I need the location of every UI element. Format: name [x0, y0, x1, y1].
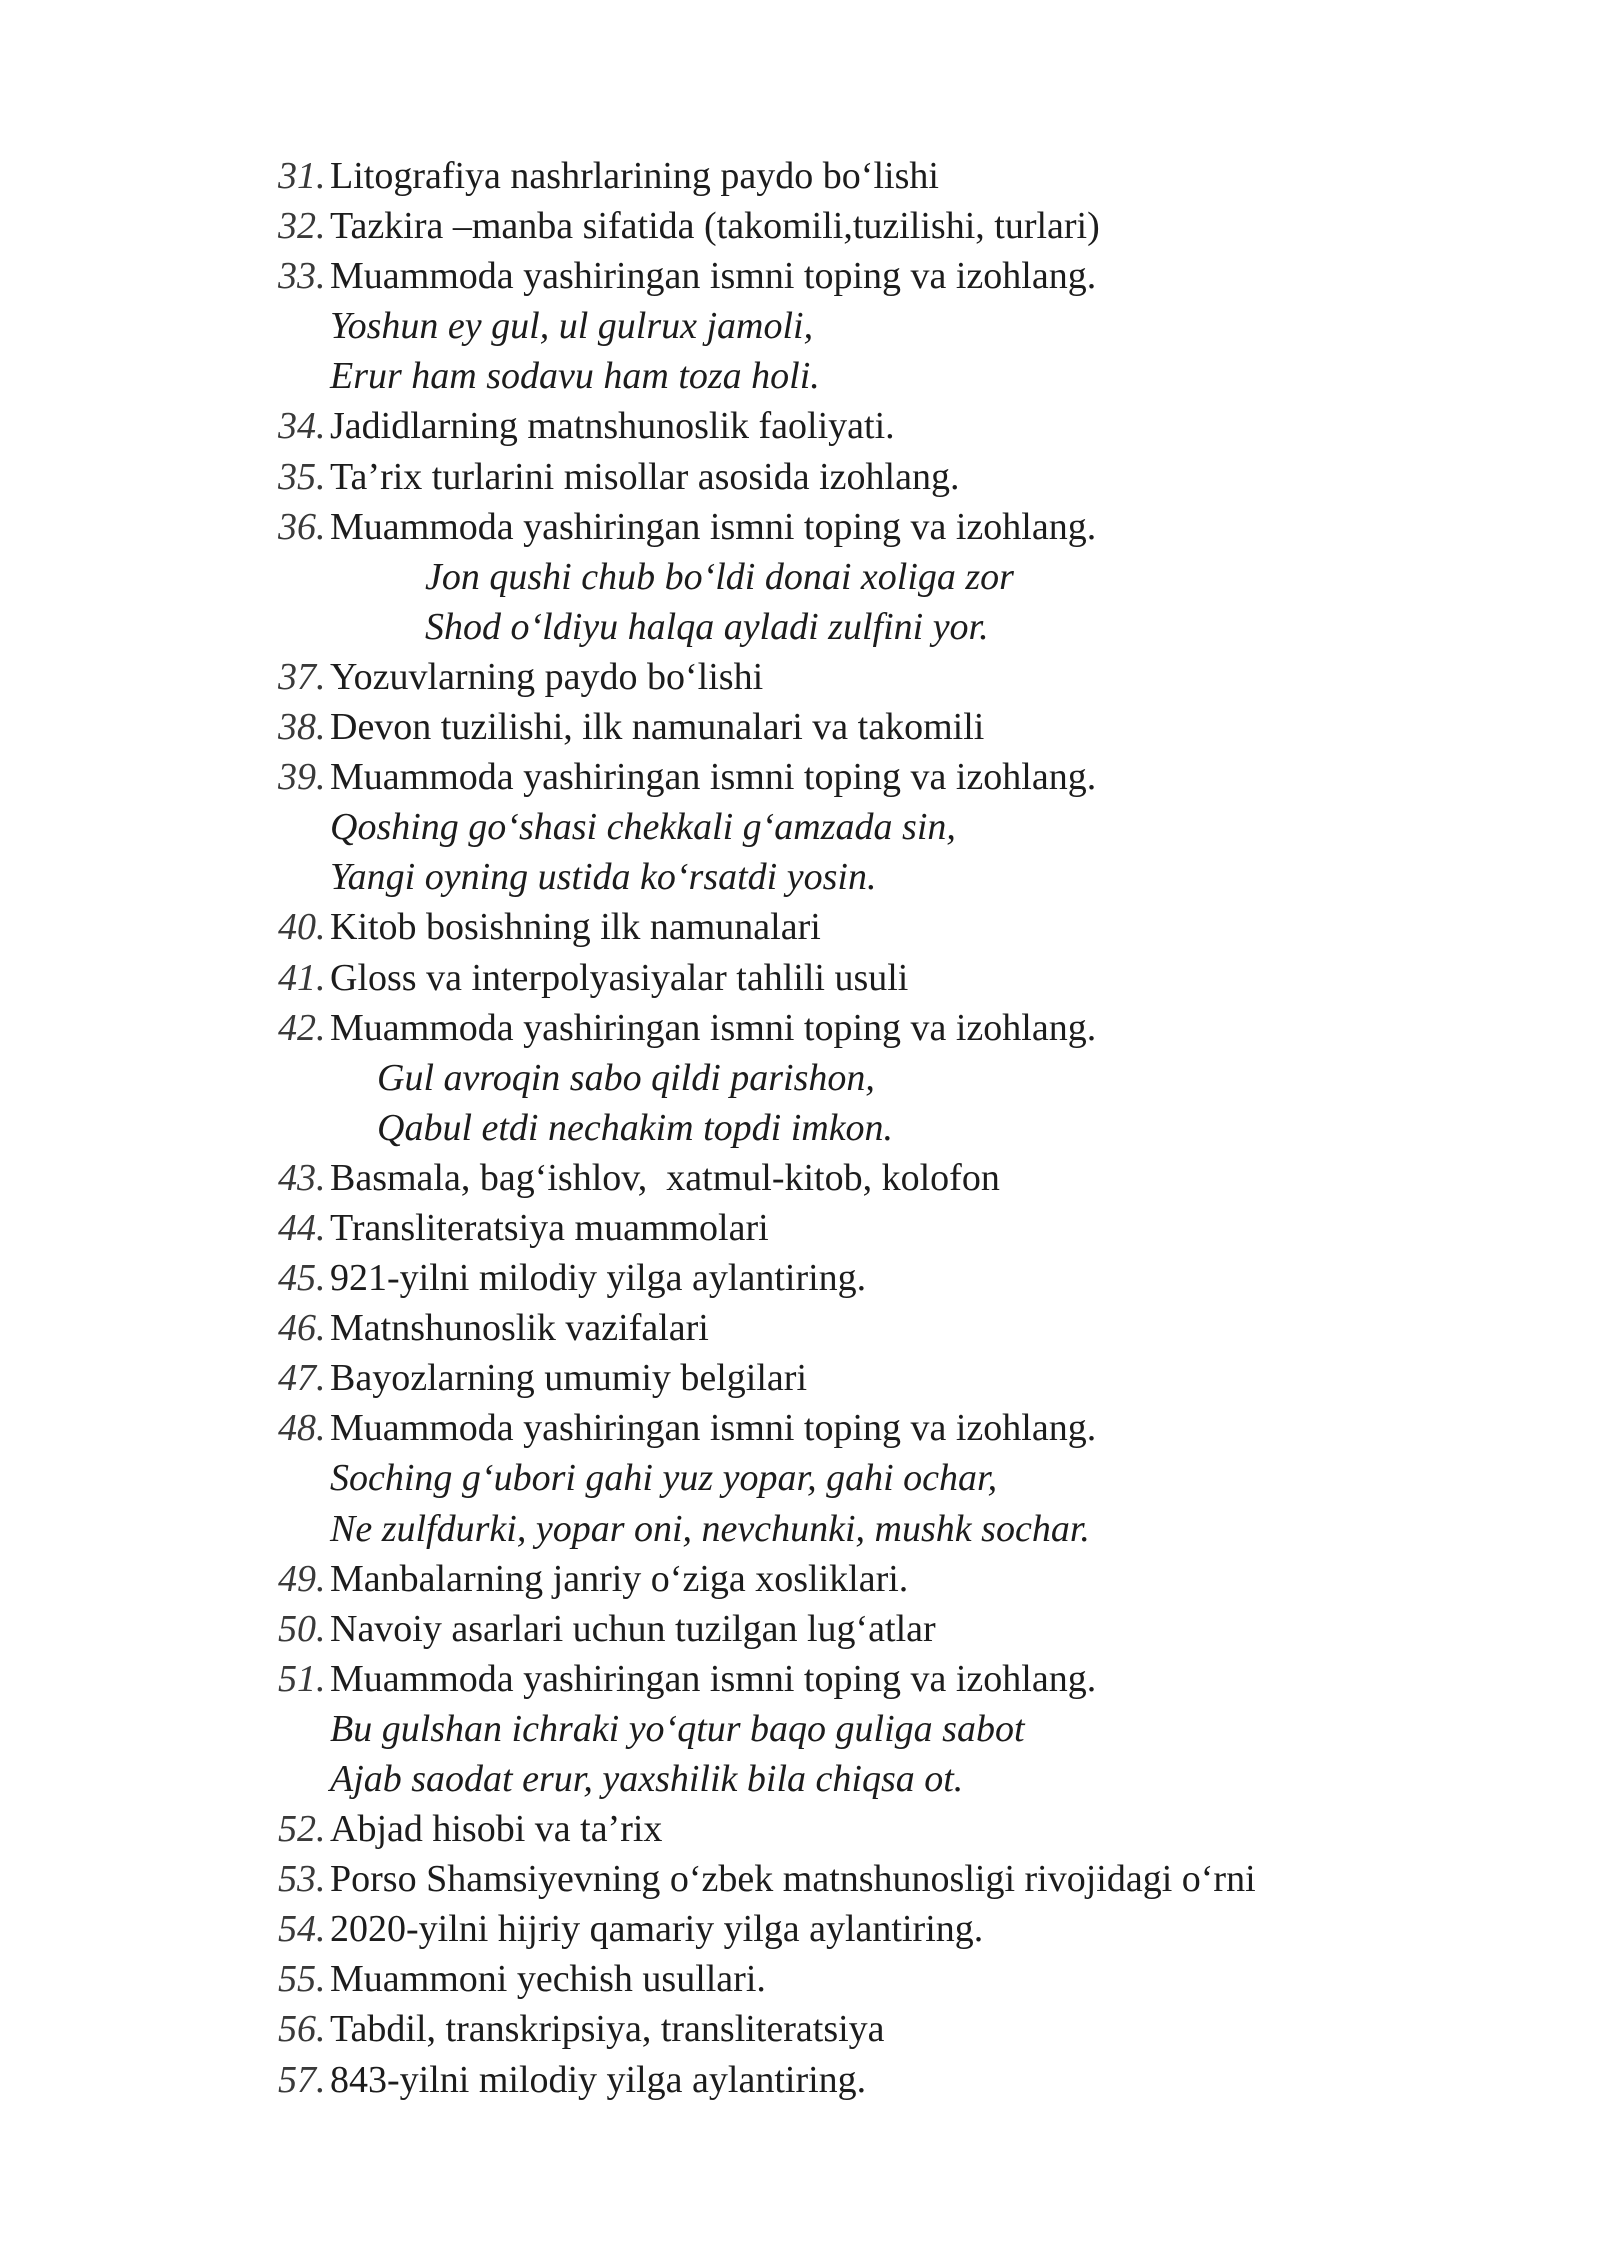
list-item: [278, 1904, 1478, 1954]
item-number: 51.: [278, 1657, 326, 1700]
list-item: [278, 652, 1478, 702]
verse-line: Shod o‘ldiyu halqa ayladi zulfini yor.: [425, 605, 989, 648]
list-item: [278, 1654, 1478, 1804]
item-text: Muammoda yashiringan ismni toping va izohlang.: [330, 1006, 1097, 1049]
item-number: 40.: [278, 906, 326, 949]
item-text: Porso Shamsiyevning o‘zbek matnshunosligi rivojidagi o‘rni: [330, 1858, 1256, 1901]
item-text: Muammoda yashiringan ismni toping va izohlang.: [330, 1657, 1097, 1700]
list-item: [278, 1954, 1478, 2004]
item-text: Yozuvlarning paydo bo‘lishi: [330, 655, 764, 698]
verse-line: Ne zulfdurki, yopar oni, nevchunki, mushk sochar.: [330, 1507, 1090, 1550]
item-text: Bayozlarning umumiy belgilari: [330, 1357, 808, 1400]
item-number: 48.: [278, 1407, 326, 1450]
item-number: 34.: [278, 405, 326, 448]
list-item: [278, 2004, 1478, 2054]
list-item: [278, 1153, 1478, 1203]
verse-line: Qabul etdi nechakim topdi imkon.: [377, 1106, 894, 1149]
list-item: [278, 1003, 1478, 1153]
list-item: [278, 251, 1478, 401]
item-number: 42.: [278, 1006, 326, 1049]
item-text: Muammoni yechish usullari.: [330, 1958, 766, 2001]
item-text: Navoiy asarlari uchun tuzilgan lug‘atlar: [330, 1607, 936, 1650]
list-item: [278, 1353, 1478, 1403]
item-number: 54.: [278, 1908, 326, 1951]
item-number: 55.: [278, 1958, 326, 2001]
list-item: [278, 1253, 1478, 1303]
list-item: [278, 1403, 1478, 1553]
item-text: Gloss va interpolyasiyalar tahlili usuli: [330, 956, 909, 999]
item-number: 41.: [278, 956, 326, 999]
item-text: Matnshunoslik vazifalari: [330, 1307, 709, 1350]
list-item: [278, 2055, 1478, 2105]
item-number: 44.: [278, 1206, 326, 1249]
item-number: 35.: [278, 455, 326, 498]
verse-line: Erur ham sodavu ham toza holi.: [330, 355, 820, 398]
item-text: Muammoda yashiringan ismni toping va izohlang.: [330, 756, 1097, 799]
verse-line: Yoshun ey gul, ul gulrux jamoli,: [330, 305, 814, 348]
item-text: 921-yilni milodiy yilga aylantiring.: [330, 1257, 867, 1300]
item-text: Tabdil, transkripsiya, transliteratsiya: [330, 2008, 885, 2051]
item-text: Manbalarning janriy o‘ziga xosliklari.: [330, 1557, 909, 1600]
list-item: [278, 953, 1478, 1003]
item-text: 843-yilni milodiy yilga aylantiring.: [330, 2058, 867, 2101]
list-item: [278, 452, 1478, 502]
item-text: Tazkira –manba sifatida (takomili,tuzilishi, turlari): [330, 205, 1100, 248]
list-item: [278, 201, 1478, 251]
list-item: [278, 1303, 1478, 1353]
item-text: Muammoda yashiringan ismni toping va izohlang.: [330, 255, 1097, 298]
item-number: 37.: [278, 655, 326, 698]
verse-line: Bu gulshan ichraki yo‘qtur baqo guliga sabot: [330, 1707, 1025, 1750]
item-number: 50.: [278, 1607, 326, 1650]
list-item: [278, 702, 1478, 752]
list-item: [278, 1203, 1478, 1253]
verse-line: Yangi oyning ustida ko‘rsatdi yosin.: [330, 856, 877, 899]
item-number: 52.: [278, 1808, 326, 1851]
item-text: 2020-yilni hijriy qamariy yilga aylantiring.: [330, 1908, 984, 1951]
list-item: [278, 401, 1478, 451]
item-text: Kitob bosishning ilk namunalari: [330, 906, 821, 949]
verse-line: Gul avroqin sabo qildi parishon,: [377, 1056, 875, 1099]
list-item: [278, 902, 1478, 952]
item-number: 47.: [278, 1357, 326, 1400]
item-number: 49.: [278, 1557, 326, 1600]
list-item: [278, 1804, 1478, 1854]
item-text: Muammoda yashiringan ismni toping va izohlang.: [330, 505, 1097, 548]
item-number: 33.: [278, 255, 326, 298]
list-item: [278, 1854, 1478, 1904]
item-number: 45.: [278, 1257, 326, 1300]
verse-line: Soching g‘ubori gahi yuz yopar, gahi ochar,: [330, 1457, 998, 1500]
item-text: Ta’rix turlarini misollar asosida izohlang.: [330, 455, 960, 498]
list-item: [278, 752, 1478, 902]
item-text: Transliteratsiya muammolari: [330, 1206, 769, 1249]
verse-line: Jon qushi chub bo‘ldi donai xoliga zor: [425, 555, 1014, 598]
list-item: [278, 1554, 1478, 1604]
item-number: 32.: [278, 205, 326, 248]
item-number: 38.: [278, 706, 326, 749]
item-number: 43.: [278, 1156, 326, 1199]
question-list: [278, 151, 1478, 2105]
item-text: Devon tuzilishi, ilk namunalari va takomili: [330, 706, 985, 749]
item-text: Basmala, bag‘ishlov, xatmul-kitob, kolofon: [330, 1156, 1000, 1199]
item-number: 56.: [278, 2008, 326, 2051]
list-item: [278, 502, 1478, 652]
list-item: [278, 1604, 1478, 1654]
item-number: 53.: [278, 1858, 326, 1901]
item-text: Jadidlarning matnshunoslik faoliyati.: [330, 405, 895, 448]
list-item: [278, 151, 1478, 201]
verse-line: Ajab saodat erur, yaxshilik bila chiqsa ot.: [330, 1758, 964, 1800]
item-number: 39.: [278, 756, 326, 799]
item-text: Litografiya nashrlarining paydo bo‘lishi: [330, 155, 939, 197]
item-number: 57.: [278, 2058, 326, 2101]
item-number: 36.: [278, 505, 326, 548]
item-number: 31.: [278, 155, 326, 197]
item-number: 46.: [278, 1307, 326, 1350]
item-text: Muammoda yashiringan ismni toping va izohlang.: [330, 1407, 1097, 1450]
verse-line: Qoshing go‘shasi chekkali g‘amzada sin,: [330, 806, 956, 849]
item-text: Abjad hisobi va ta’rix: [330, 1808, 663, 1851]
